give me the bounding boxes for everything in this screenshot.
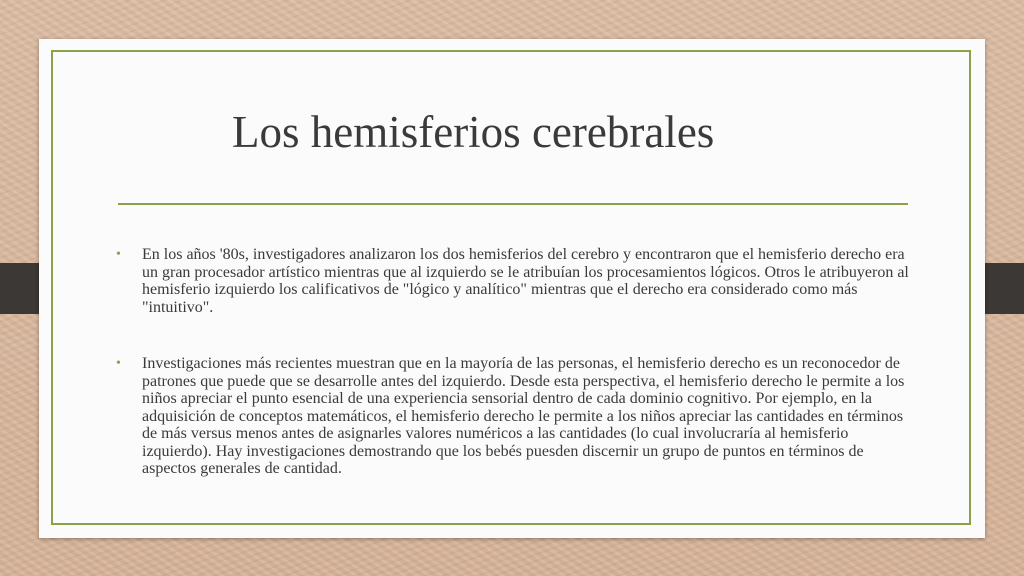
slide-title: Los hemisferios cerebrales [232, 107, 715, 157]
bullet-text-1: En los años '80s, investigadores analizaron los dos hemisferios del cerebro y encontraron que el hemisferio derecho era un gran procesador artístico mientras que al izquierdo se le atribuían los procesamientos lógicos. Otros le atribuyeron al hemisferio izquierdo los calificativos de "lógico y analítico" mientras que el derecho era considerado como más "intuitivo". [142, 246, 909, 316]
title-divider [118, 203, 908, 205]
bullet-marker-2: • [116, 356, 121, 371]
bullet-text-2: Investigaciones más recientes muestran que en la mayoría de las personas, el hemisferio derecho es un reconocedor de patrones que puede que se desarrolle antes del izquierdo. Desde esta perspectiva, el hemisferio derecho le permite a los niños apreciar el punto esencial de una experiencia sensorial dentro de cada dominio cognitivo. Por ejemplo, en la adquisición de conceptos matemáticos, el hemisferio derecho le permite a los niños apreciar las cantidades en términos de más versus menos antes de asignarles valores numéricos a las cantidades (lo cual involucraría al hemisferio izquierdo). Hay investigaciones demostrando que los bebés puesden discernir un grupo de puntos en términos de aspectos generales de cantidad. [142, 355, 905, 477]
bullet-marker-1: • [116, 247, 121, 262]
